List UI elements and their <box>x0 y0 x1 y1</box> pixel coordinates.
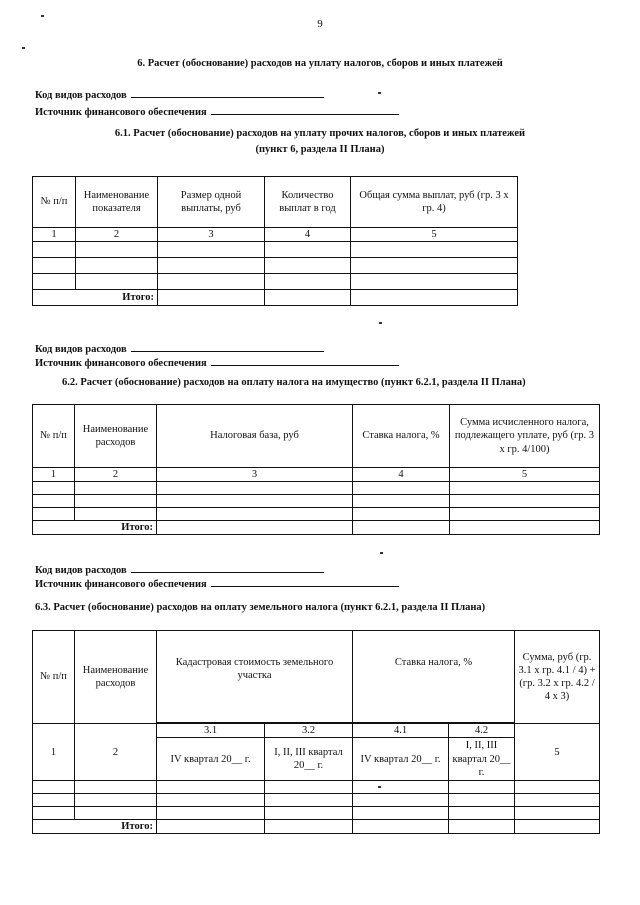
th-stavka: Ставка налога, % <box>353 631 515 723</box>
q-123-kadastr: I, II, III квартал 20__ г. <box>265 738 353 781</box>
istochnik-label: Источник финансового обеспечения <box>35 579 207 590</box>
istochnik-input-line[interactable] <box>211 356 399 366</box>
total-label: Итого: <box>33 290 158 306</box>
page-number: 9 <box>317 18 323 30</box>
scan-speck <box>378 786 381 788</box>
sub-3-1: 3.1 <box>157 724 265 738</box>
table-row <box>33 274 518 290</box>
table-row <box>33 508 600 521</box>
istochnik-input-line[interactable] <box>211 105 399 115</box>
section-6-2-title: 6.2. Расчет (обоснование) расходов на оплату налога на имущество (пункт 6.2.1, раздела II Плана) <box>62 377 526 388</box>
col-num-5: 5 <box>450 468 600 482</box>
row-summa-5: 5 <box>515 724 600 781</box>
scan-speck <box>379 322 382 324</box>
kod-input-line[interactable] <box>131 563 324 573</box>
th-stavka: Ставка налога, % <box>353 405 450 468</box>
th-kolichestvo: Количество выплат в год <box>265 177 351 228</box>
kod-input-line[interactable] <box>131 342 324 352</box>
istochnik-field[interactable] <box>35 356 399 369</box>
th-nalogovaya-baza: Налоговая база, руб <box>157 405 353 468</box>
table-row <box>33 781 600 794</box>
kod-label: Код видов расходов <box>35 90 127 101</box>
table-row <box>33 807 600 820</box>
table-6-2 <box>32 404 600 535</box>
q-iv-kadastr: IV квартал 20__ г. <box>157 738 265 781</box>
kod-input-line[interactable] <box>131 88 324 98</box>
total-label: Итого: <box>33 521 157 535</box>
th-name: Наименование показателя <box>76 177 158 228</box>
table-row <box>33 482 600 495</box>
table-row <box>33 495 600 508</box>
istochnik-field[interactable] <box>35 105 399 118</box>
section-6-title: 6. Расчет (обоснование) расходов на уплату налогов, сборов и иных платежей <box>137 58 503 69</box>
col-num-2: 2 <box>76 228 158 242</box>
table-row <box>33 794 600 807</box>
th-summa-naloga: Сумма исчисленного налога, подлежащего уплате, руб (гр. 3 х гр. 4/100) <box>450 405 600 468</box>
section-6-3-title: 6.3. Расчет (обоснование) расходов на оплату земельного налога (пункт 6.2.1, раздела II Плана) <box>35 602 486 613</box>
col-num-5: 5 <box>351 228 518 242</box>
th-num: № п/п <box>33 177 76 228</box>
sub-4-2: 4.2 <box>449 724 515 738</box>
istochnik-input-line[interactable] <box>211 577 399 587</box>
kod-label: Код видов расходов <box>35 565 127 576</box>
th-name: Наименование расходов <box>75 405 157 468</box>
th-obshchaya-summa: Общая сумма выплат, руб (гр. 3 х гр. 4) <box>351 177 518 228</box>
kod-label: Код видов расходов <box>35 344 127 355</box>
total-row <box>33 820 600 834</box>
row-name-2: 2 <box>75 724 157 781</box>
kod-vidov-raskhodov-field[interactable] <box>35 88 324 101</box>
q-iv-stavka: IV квартал 20__ г. <box>353 738 449 781</box>
table-row <box>33 242 518 258</box>
scan-speck <box>378 92 381 94</box>
scan-speck <box>380 552 383 554</box>
total-row <box>33 290 518 306</box>
section-6-1-title: 6.1. Расчет (обоснование) расходов на уплату прочих налогов, сборов и иных платежей <box>114 128 526 139</box>
istochnik-field[interactable] <box>35 577 399 590</box>
kod-vidov-raskhodov-field[interactable] <box>35 342 324 355</box>
th-razmer: Размер одной выплаты, руб <box>158 177 265 228</box>
table-6-3 <box>32 630 600 834</box>
q-123-stavka: I, II, III квартал 20__ г. <box>449 738 515 781</box>
total-row <box>33 521 600 535</box>
th-num: № п/п <box>33 405 75 468</box>
col-num-1: 1 <box>33 468 75 482</box>
sub-4-1: 4.1 <box>353 724 449 738</box>
th-summa: Сумма, руб (гр. 3.1 х гр. 4.1 / 4) + (гр. 3.2 х гр. 4.2 / 4 х 3) <box>515 631 600 724</box>
istochnik-label: Источник финансового обеспечения <box>35 107 207 118</box>
scan-speck <box>41 15 44 17</box>
col-num-3: 3 <box>158 228 265 242</box>
col-num-4: 4 <box>265 228 351 242</box>
section-6-1-subtitle: (пункт 6, раздела II Плана) <box>255 144 385 155</box>
sub-3-2: 3.2 <box>265 724 353 738</box>
th-kadastrovaya-stoimost: Кадастровая стоимость земельного участка <box>157 631 353 723</box>
kod-vidov-raskhodov-field[interactable] <box>35 563 324 576</box>
table-6-1 <box>32 176 518 306</box>
th-num: № п/п <box>33 631 75 724</box>
col-num-4: 4 <box>353 468 450 482</box>
scan-speck <box>22 47 25 49</box>
th-name: Наименование расходов <box>75 631 157 724</box>
row-num-1: 1 <box>33 724 75 781</box>
col-num-3: 3 <box>157 468 353 482</box>
istochnik-label: Источник финансового обеспечения <box>35 358 207 369</box>
col-num-2: 2 <box>75 468 157 482</box>
col-num-1: 1 <box>33 228 76 242</box>
table-row <box>33 258 518 274</box>
total-label: Итого: <box>33 820 157 834</box>
